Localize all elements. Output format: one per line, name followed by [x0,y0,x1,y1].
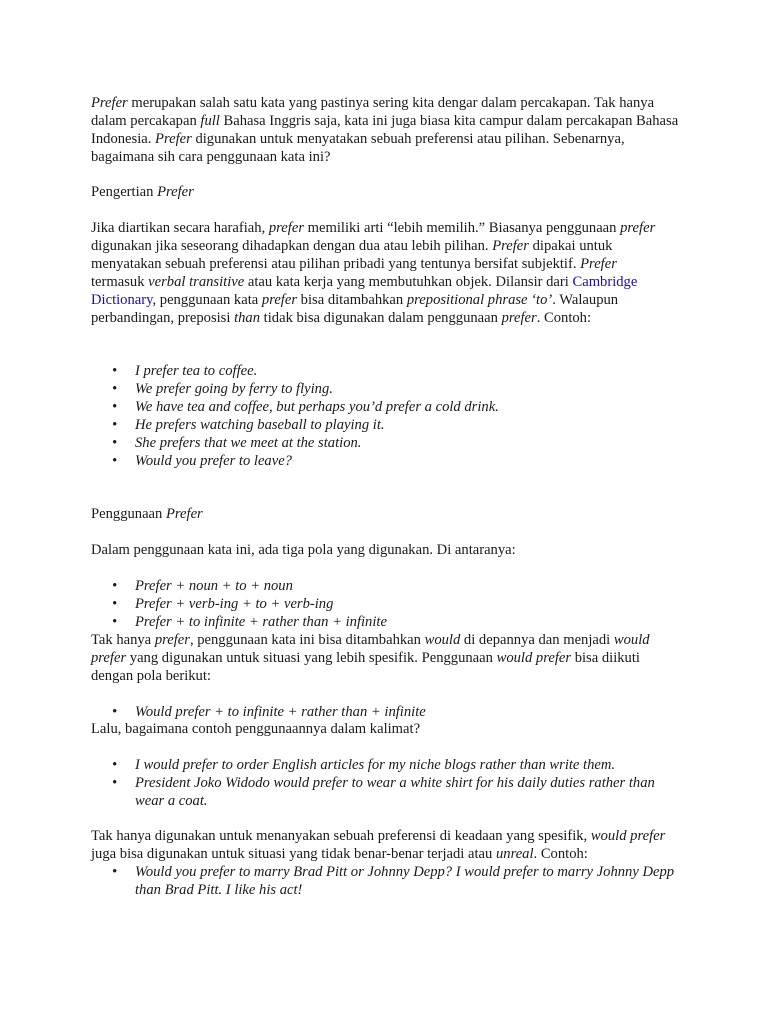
unreal-text-2: juga bisa digunakan untuk situasi yang tidak benar-benar terjadi atau [91,846,496,863]
def-em-1: prefer [268,220,304,236]
list-item: • President Joko Widodo would prefer to wear a white shirt for his daily duties rather than wear a coat. [91,774,685,810]
def-text-9: . Walaupun perbandingan, preposisi [91,292,619,327]
would-em-4: would prefer [496,650,572,667]
def-text-7: , penggunaan kata [152,292,262,309]
intro-text-3: digunakan untuk menyatakan sebuah preferensi atau pilihan. Sebenarnya, bagaimana sih cara penggunaan kata ini? [91,131,625,166]
list-item: • We have tea and coffee, but perhaps you’d prefer a cold drink. [91,398,691,416]
examples-list-3 [91,863,681,899]
unreal-em-1: would prefer [590,828,666,844]
list-item: • Would prefer + to infinite + rather than + infinite [91,703,691,721]
section-heading-penggunaan [91,505,691,523]
intro-em-prefer: Prefer [91,95,128,111]
def-text-4: dipakai untuk menyatakan sebuah preferensi atau pilihan pribadi yang tentunya bersifat subjektif. [91,238,613,273]
examples-list-2 [91,756,685,810]
heading-em: Prefer [165,506,203,522]
examples-list-1 [91,362,691,471]
would-pattern-list [91,703,691,721]
intro-text-1: merupakan salah satu kata yang pastinya sering kita dengar dalam percakapan. Tak hanya dalam percakapan [91,95,655,130]
would-em-3: would prefer [91,632,650,667]
cambridge-dictionary-link[interactable]: Cambridge Dictionary [91,274,638,309]
would-text-5: bisa diikuti dengan pola berikut: [91,650,640,685]
would-prefer-paragraph [91,631,681,685]
def-em-5: verbal transitive [148,274,245,291]
def-text-11: . Contoh: [536,310,592,327]
would-text-2: , penggunaan kata ini bisa ditambahkan [189,632,425,648]
unreal-em-2: unreal [495,846,534,863]
def-text-10: tidak bisa digunakan dalam penggunaan [260,310,502,327]
list-item: • Prefer + noun + to + noun [91,577,691,595]
intro-em-prefer-2: Prefer [155,131,192,148]
def-text-5: termasuk [91,274,149,291]
would-text-1: Tak hanya [91,632,155,648]
list-item: • Would you prefer to marry Brad Pitt or Johnny Depp? I would prefer to marry Johnny Depp than Brad Pitt. I like his act! [91,863,681,899]
unreal-paragraph [91,827,681,863]
def-text-6: atau kata kerja yang membutuhkan objek. Dilansir dari [244,274,573,291]
intro-paragraph [91,94,683,166]
unreal-text-3: . Contoh: [533,846,588,863]
def-text-8: bisa ditambahkan [297,292,407,309]
list-item: • I prefer tea to coffee. [91,362,691,380]
def-em-9: prefer [501,310,537,327]
definition-paragraph [91,219,671,328]
would-em-1: prefer [154,632,190,648]
would-text-4: yang digunakan untuk situasi yang lebih spesifik. Penggunaan [126,650,497,667]
def-em-6: prefer [261,292,298,309]
heading-text: Penggunaan [91,506,166,522]
list-item: • Prefer + verb-ing + to + verb-ing [91,595,691,613]
intro-text-2: Bahasa Inggris saja, kata ini juga biasa kita campur dalam percakapan Bahasa Indonesia. [91,113,679,148]
question-paragraph: Lalu, bagaimana contoh penggunaannya dalam kalimat? [91,721,421,737]
would-em-2: would [424,632,461,648]
def-em-4: Prefer [580,256,617,273]
list-item: • We prefer going by ferry to flying. [91,380,691,398]
def-text-3: digunakan jika seseorang dihadapkan dengan dua atau lebih pilihan. [91,238,493,255]
list-item: • I would prefer to order English articles for my niche blogs rather than write them. [91,756,685,774]
def-text-2: memiliki arti “lebih memilih.” Biasanya penggunaan [304,220,621,236]
section-heading-pengertian [91,183,691,201]
def-em-7: prepositional phrase ‘to’ [406,292,553,309]
list-item: • He prefers watching baseball to playing it. [91,416,691,434]
def-text-1: Jika diartikan secara harafiah, [91,220,269,236]
list-item: • She prefers that we meet at the station. [91,434,691,452]
intro-em-full: full [200,113,220,130]
would-text-3: di depannya dan menjadi [460,632,614,648]
list-item: • Would you prefer to leave? [91,452,691,470]
patterns-list [91,577,691,631]
heading-em: Prefer [157,184,194,200]
def-em-8: than [234,310,261,327]
unreal-text-1: Tak hanya digunakan untuk menanyakan sebuah preferensi di keadaan yang spesifik, [91,828,591,844]
def-em-2: prefer [620,220,656,236]
heading-text: Pengertian [91,184,158,200]
list-item: • Prefer + to infinite + rather than + infinite [91,613,691,631]
usage-intro: Dalam penggunaan kata ini, ada tiga pola yang digunakan. Di antaranya: [91,542,516,558]
def-em-3: Prefer [492,238,529,255]
